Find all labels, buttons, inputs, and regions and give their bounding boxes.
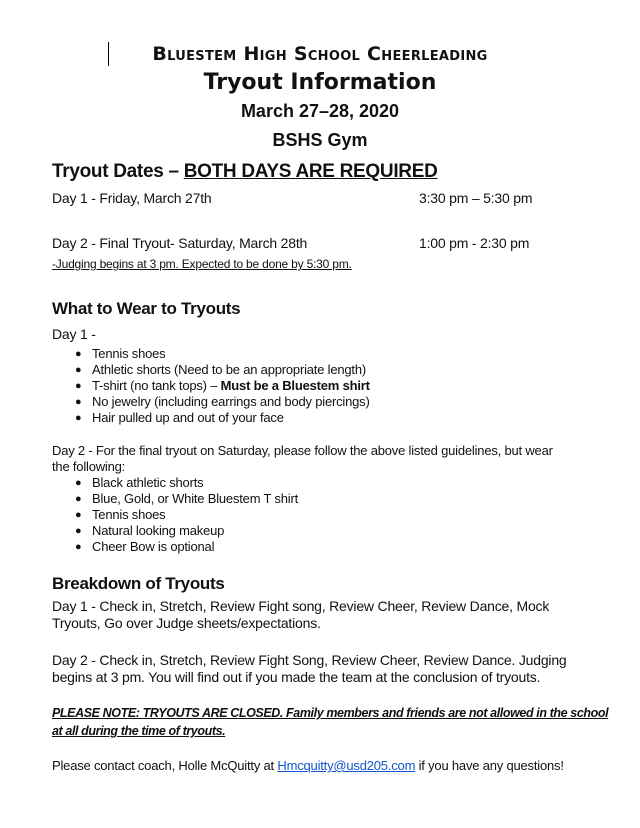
bullet-icon: ● [75,396,82,408]
list-item: Tennis shoes [92,346,166,361]
list-item: Tennis shoes [92,507,166,522]
contact-prefix: Please contact coach, Holle McQuitty at [52,758,278,773]
bullet-icon: ● [75,380,82,392]
heading-emphasis: BOTH DAYS ARE REQUIRED [183,161,438,182]
bullet-icon: ● [75,412,82,424]
list-item: Cheer Bow is optional [92,539,215,554]
closed-notice-line1: PLEASE NOTE: TRYOUTS ARE CLOSED. Family members and friends are not allowed in the school [52,706,609,720]
day2-time: 1:00 pm - 2:30 pm [419,235,530,251]
heading-text: Tryout Dates – [52,161,184,182]
location-subtitle: BSHS Gym [272,130,368,150]
list-item: No jewelry (including earrings and body piercings) [92,394,370,409]
day1-time: 3:30 pm – 5:30 pm [419,190,533,206]
bullet-icon: ● [75,541,82,553]
bullet-icon: ● [75,509,82,521]
contact-line [52,757,564,775]
breakdown-day2-line2: begins at 3 pm. You will find out if you made the team at the conclusion of tryouts. [52,669,541,685]
contact-suffix: if you have any questions! [415,758,564,773]
day2-label: Day 2 - Final Tryout- Saturday, March 28th [52,235,308,251]
judging-note: -Judging begins at 3 pm. Expected to be done by 5:30 pm. [52,257,352,271]
breakdown-heading: Breakdown of Tryouts [52,574,225,593]
bullet-icon: ● [75,364,82,376]
bullet-icon: ● [75,525,82,537]
list-item: Hair pulled up and out of your face [92,410,284,425]
bullet-icon: ● [75,477,82,489]
page-title: Tryout Information [203,70,437,95]
closed-notice-line2: at all during the time of tryouts. [52,724,226,738]
tryout-dates-heading [52,160,438,184]
list-item-bold: Must be a Bluestem shirt [220,378,370,393]
wear-day2-line1: Day 2 - For the final tryout on Saturday, please follow the above listed guidelines, but wear [52,443,553,458]
list-item: Natural looking makeup [92,523,225,538]
list-item: Black athletic shorts [92,475,204,490]
bullet-icon: ● [75,348,82,360]
tryout-dates-subtitle: March 27–28, 2020 [240,101,400,121]
list-item-text: T-shirt (no tank tops) – [92,378,221,393]
breakdown-day1-line1: Day 1 - Check in, Stretch, Review Fight song, Review Cheer, Review Dance, Mock [52,598,550,614]
wear-day2-line2: the following: [52,459,126,474]
list-item: Blue, Gold, or White Bluestem T shirt [92,491,298,506]
breakdown-day2-line1: Day 2 - Check in, Stretch, Review Fight Song, Review Cheer, Review Dance. Judging [52,652,567,668]
what-to-wear-heading: What to Wear to Tryouts [52,299,241,318]
day1-label: Day 1 - Friday, March 27th [52,190,212,206]
list-item: Athletic shorts (Need to be an appropriate length) [92,362,367,377]
wear-day1-label: Day 1 - [52,326,96,342]
bullet-icon: ● [75,493,82,505]
breakdown-day1-line2: Tryouts, Go over Judge sheets/expectations. [52,615,321,631]
coach-email-link[interactable]: Hmcquitty@usd205.com [277,758,416,773]
school-title: Bluestem High School Cheerleading [152,43,488,65]
